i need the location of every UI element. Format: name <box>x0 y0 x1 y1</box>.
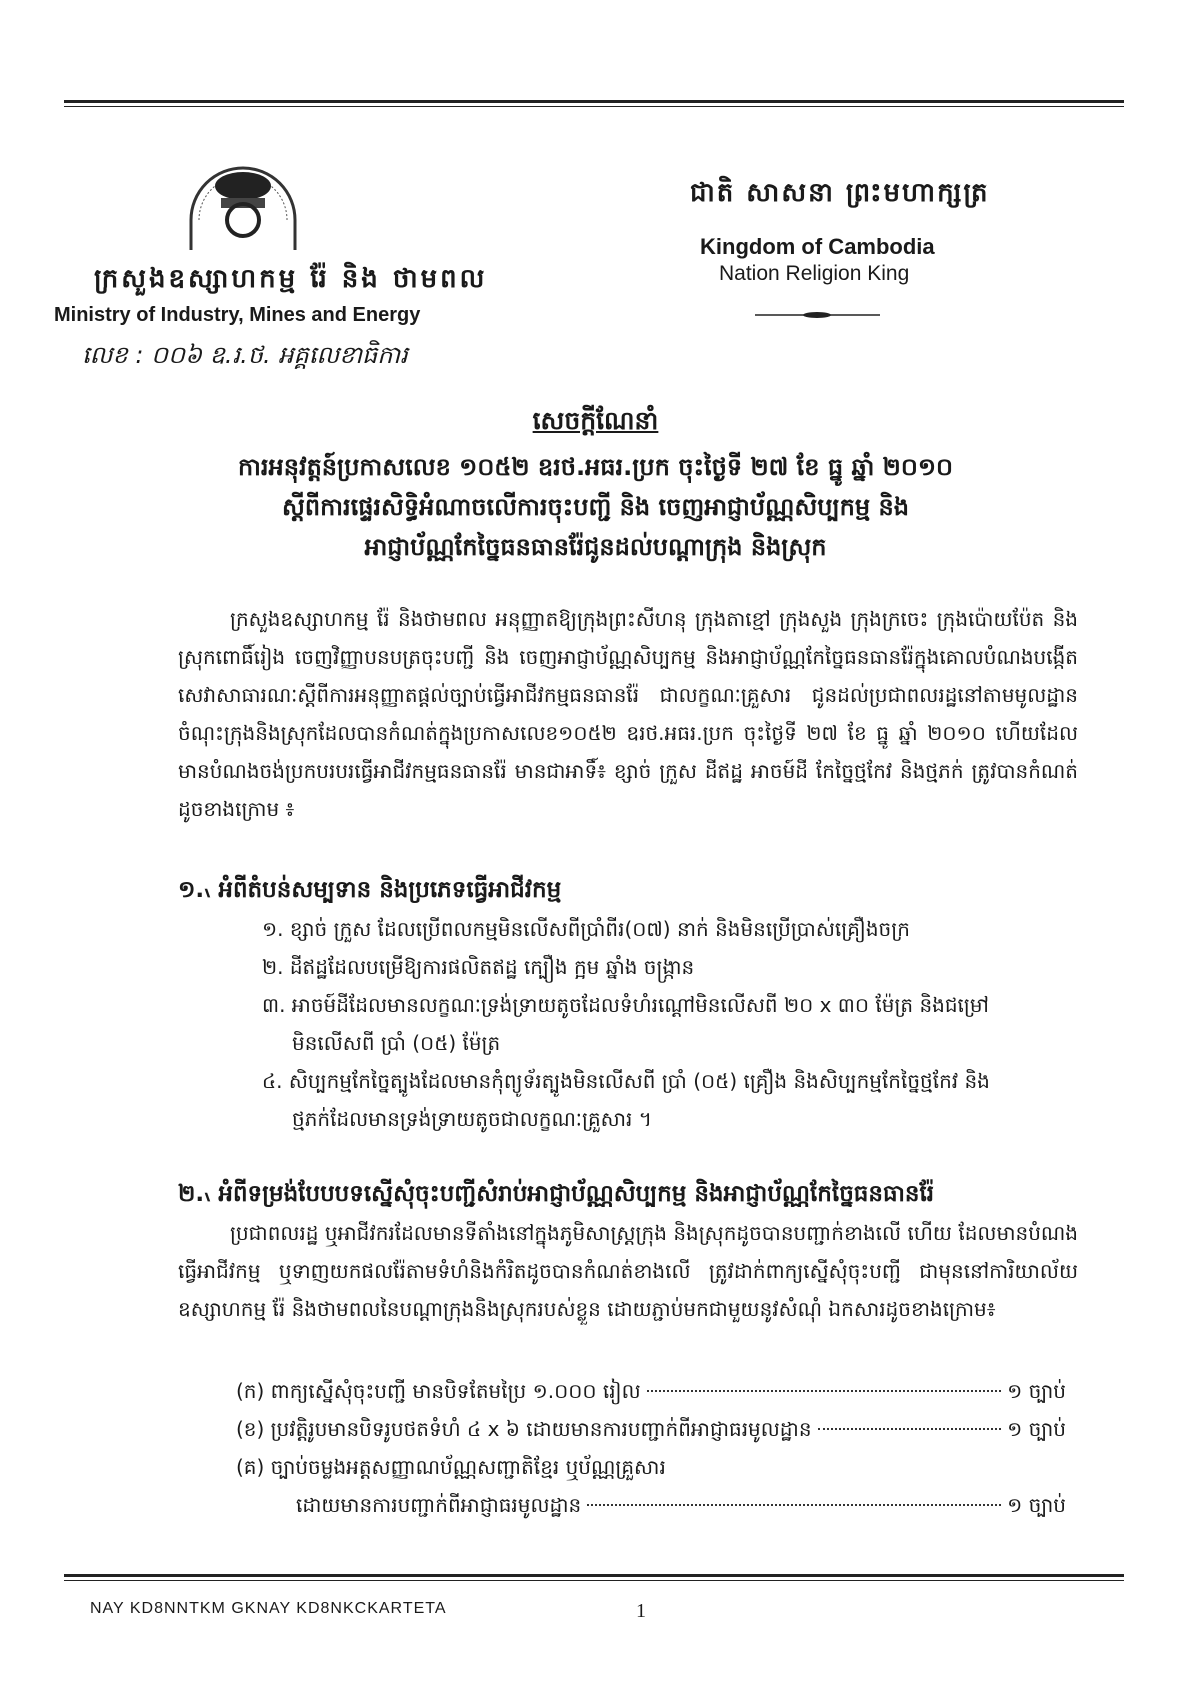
document-row <box>236 1372 1066 1410</box>
dot-leader <box>647 1390 1001 1392</box>
document-row <box>236 1410 1066 1448</box>
list-item-continuation: មិនលើសពី ប្រាំ (០៥) ម៉ែត្រ <box>292 1031 501 1055</box>
document-text: (ខ) ប្រវត្តិរូបមានបិទរូបថតទំហំ ៤ x ៦ ដោយមានការបញ្ជាក់ពីអាជ្ញាធរមូលដ្ឋាន <box>236 1417 812 1441</box>
national-motto-english: Nation Religion King <box>719 262 910 285</box>
bottom-rule-thin <box>64 1580 1124 1581</box>
document-subtitle-line2: ស្តីពីការផ្ទេរសិទ្ធិអំណាចលើការចុះបញ្ជី និង ចេញអាជ្ញាប័ណ្ណសិប្បកម្ម និង <box>282 493 909 521</box>
document-count: ១ ច្បាប់ <box>1007 1493 1066 1517</box>
ministry-name-english: Ministry of Industry, Mines and Energy <box>54 304 421 326</box>
list-item: ៣. អាចម៍ដីដែលមានលក្ខណៈទ្រង់ទ្រាយតូចដែលទំហំរណ្តៅមិនលើសពី ២០ x ៣០ ម៉ែត្រ និងជម្រៅ <box>262 993 989 1017</box>
page-number: 1 <box>636 1600 646 1622</box>
list-item: ២. ដីឥដ្ឋដែលបម្រើឱ្យការផលិតឥដ្ឋ ក្បឿង ក្អម ឆ្នាំង ចង្ក្រាន <box>262 955 695 979</box>
intro-paragraph: ក្រសួងឧស្សាហកម្ម រ៉ែ និងថាមពល អនុញ្ញាតឱ្យក្រុងព្រះសីហនុ ក្រុងតាខ្មៅ ក្រុងសួង ក្រុងក្រចេះ ក្រុងប៉ោយប៉ែត និងស្រុកពោធិ៍រៀង ចេញវិញ្ញាបនបត្រចុះបញ្ជី និង ចេញអាជ្ញាប័ណ្ណសិប្បកម្ម និងអាជ្ញាប័ណ្ណកែច្នៃធនធានរ៉ែក្នុងគោលបំណងបង្កើតសេវាសាធារណៈស្តីពីការអនុញ្ញាតផ្តល់ច្បាប់ធ្វើអាជីវកម្មធនធានរ៉ែ ជាលក្ខណៈគ្រួសារ ជូនដល់ប្រជាពលរដ្ឋនៅតាមមូលដ្ឋានចំណុះក្រុងនិងស្រុកដែលបានកំណត់ក្នុងប្រកាសលេខ១០៥២ ឧរថ.អធរ.ប្រក ចុះថ្ងៃទី ២៧ ខែ ធ្នូ ឆ្នាំ ២០១០ ហើយដែលមានបំណងចង់ប្រកបរបរធ្វើអាជីវកម្មធនធានរ៉ែ មានជាអាទិ៍៖ ខ្សាច់ ក្រួស ដីឥដ្ឋ អាចម៍ដី កែច្នៃថ្មកែវ និងថ្មភក់ ត្រូវបានកំណត់ដូចខាងក្រោម ៖ <box>178 607 1078 821</box>
section2-heading: ២.៶ អំពីទម្រង់បែបបទស្នើសុំចុះបញ្ជីសំរាប់អាជ្ញាប័ណ្ណសិប្បកម្ម និងអាជ្ញាប័ណ្ណកែច្នៃធនធានរ៉ែ <box>178 1181 935 1207</box>
section1-heading: ១.៶ អំពីតំបន់សម្បទាន និងប្រភេទធ្វើអាជីវកម្ម <box>178 877 562 903</box>
dot-leader <box>818 1428 1002 1430</box>
document-title: សេចក្តីណែនាំ <box>532 406 659 435</box>
ministry-seal-logo <box>181 160 305 256</box>
list-item: ១. ខ្សាច់ ក្រួស ដែលប្រើពលកម្មមិនលើសពីប្រាំពីរ(០៧) នាក់ និងមិនប្រើប្រាស់គ្រឿងចក្រ <box>262 917 910 941</box>
document-text: ដោយមានការបញ្ជាក់ពីអាជ្ញាធរមូលដ្ឋាន <box>296 1493 582 1517</box>
document-count: ១ ច្បាប់ <box>1007 1417 1066 1441</box>
document-subtitle-line1: ការអនុវត្តន៍ប្រកាសលេខ ១០៥២ ឧរថ.អធរ.ប្រក ចុះថ្ងៃទី ២៧ ខែ ធ្នូ ឆ្នាំ ២០១០ <box>238 453 953 481</box>
top-rule <box>64 100 1124 103</box>
bottom-rule <box>64 1574 1124 1577</box>
document-text: (គ) ច្បាប់ចម្លងអត្តសញ្ញាណប័ណ្ណសញ្ជាតិខ្មែរ ឬប័ណ្ណគ្រួសារ <box>236 1455 666 1479</box>
document-row <box>236 1448 1066 1486</box>
ministry-name-khmer: ក្រសួងឧស្សាហកម្ម រ៉ែ និង ថាមពល <box>94 264 488 294</box>
document-subtitle-line3: អាជ្ញាប័ណ្ណកែច្នៃធនធានរ៉ែជូនដល់បណ្តាក្រុង និងស្រុក <box>364 533 827 561</box>
document-text: (ក) ពាក្យស្នើសុំចុះបញ្ជី មានបិទតែមប្រៃ ១.០០០ រៀល <box>236 1379 641 1403</box>
national-motto-khmer: ជាតិ សាសនា ព្រះមហាក្សត្រ <box>690 178 990 208</box>
list-item: ៤. សិប្បកម្មកែច្នៃត្បូងដែលមានកុំព្យូទ័រត្បូងមិនលើសពី ប្រាំ (០៥) គ្រឿង និងសិប្បកម្មកែច្នៃថ្មកែវ និង <box>262 1069 990 1093</box>
footer-text: NAY KD8NNTKM GKNAY KD8NKCKARTETA <box>90 1600 447 1617</box>
list-item-continuation: ថ្មភក់ដែលមានទ្រង់ទ្រាយតូចជាលក្ខណៈគ្រួសារ ។ <box>292 1107 652 1131</box>
reference-number: លេខ : ០០៦ ឧ.រ.ថ. អគ្គលេខាធិការ <box>82 341 408 369</box>
ornament-divider-icon <box>755 311 880 319</box>
kingdom-name: Kingdom of Cambodia <box>700 234 935 259</box>
top-rule-thin <box>64 106 1124 107</box>
required-documents-list <box>236 1372 1066 1524</box>
document-row <box>236 1486 1066 1524</box>
section2-paragraph: ប្រជាពលរដ្ឋ ឬអាជីវករដែលមានទីតាំងនៅក្នុងភូមិសាស្ត្រក្រុង និងស្រុកដូចបានបញ្ជាក់ខាងលើ ហើយ ដែលមានបំណងធ្វើអាជីវកម្ម ឬទាញយកផលរ៉ែតាមទំហំនិងកំរិតដូចបានកំណត់ខាងលើ ត្រូវដាក់ពាក្យស្នើសុំចុះបញ្ជី ជាមុននៅការិយាល័យឧស្សាហកម្ម រ៉ែ និងថាមពលនៃបណ្តាក្រុងនិងស្រុករបស់ខ្លួន ដោយភ្ជាប់មកជាមួយនូវសំណុំ ឯកសារដូចខាងក្រោម៖ <box>178 1221 1078 1321</box>
section1-list <box>262 910 1082 1138</box>
document-count: ១ ច្បាប់ <box>1007 1379 1066 1403</box>
dot-leader <box>587 1504 1001 1506</box>
